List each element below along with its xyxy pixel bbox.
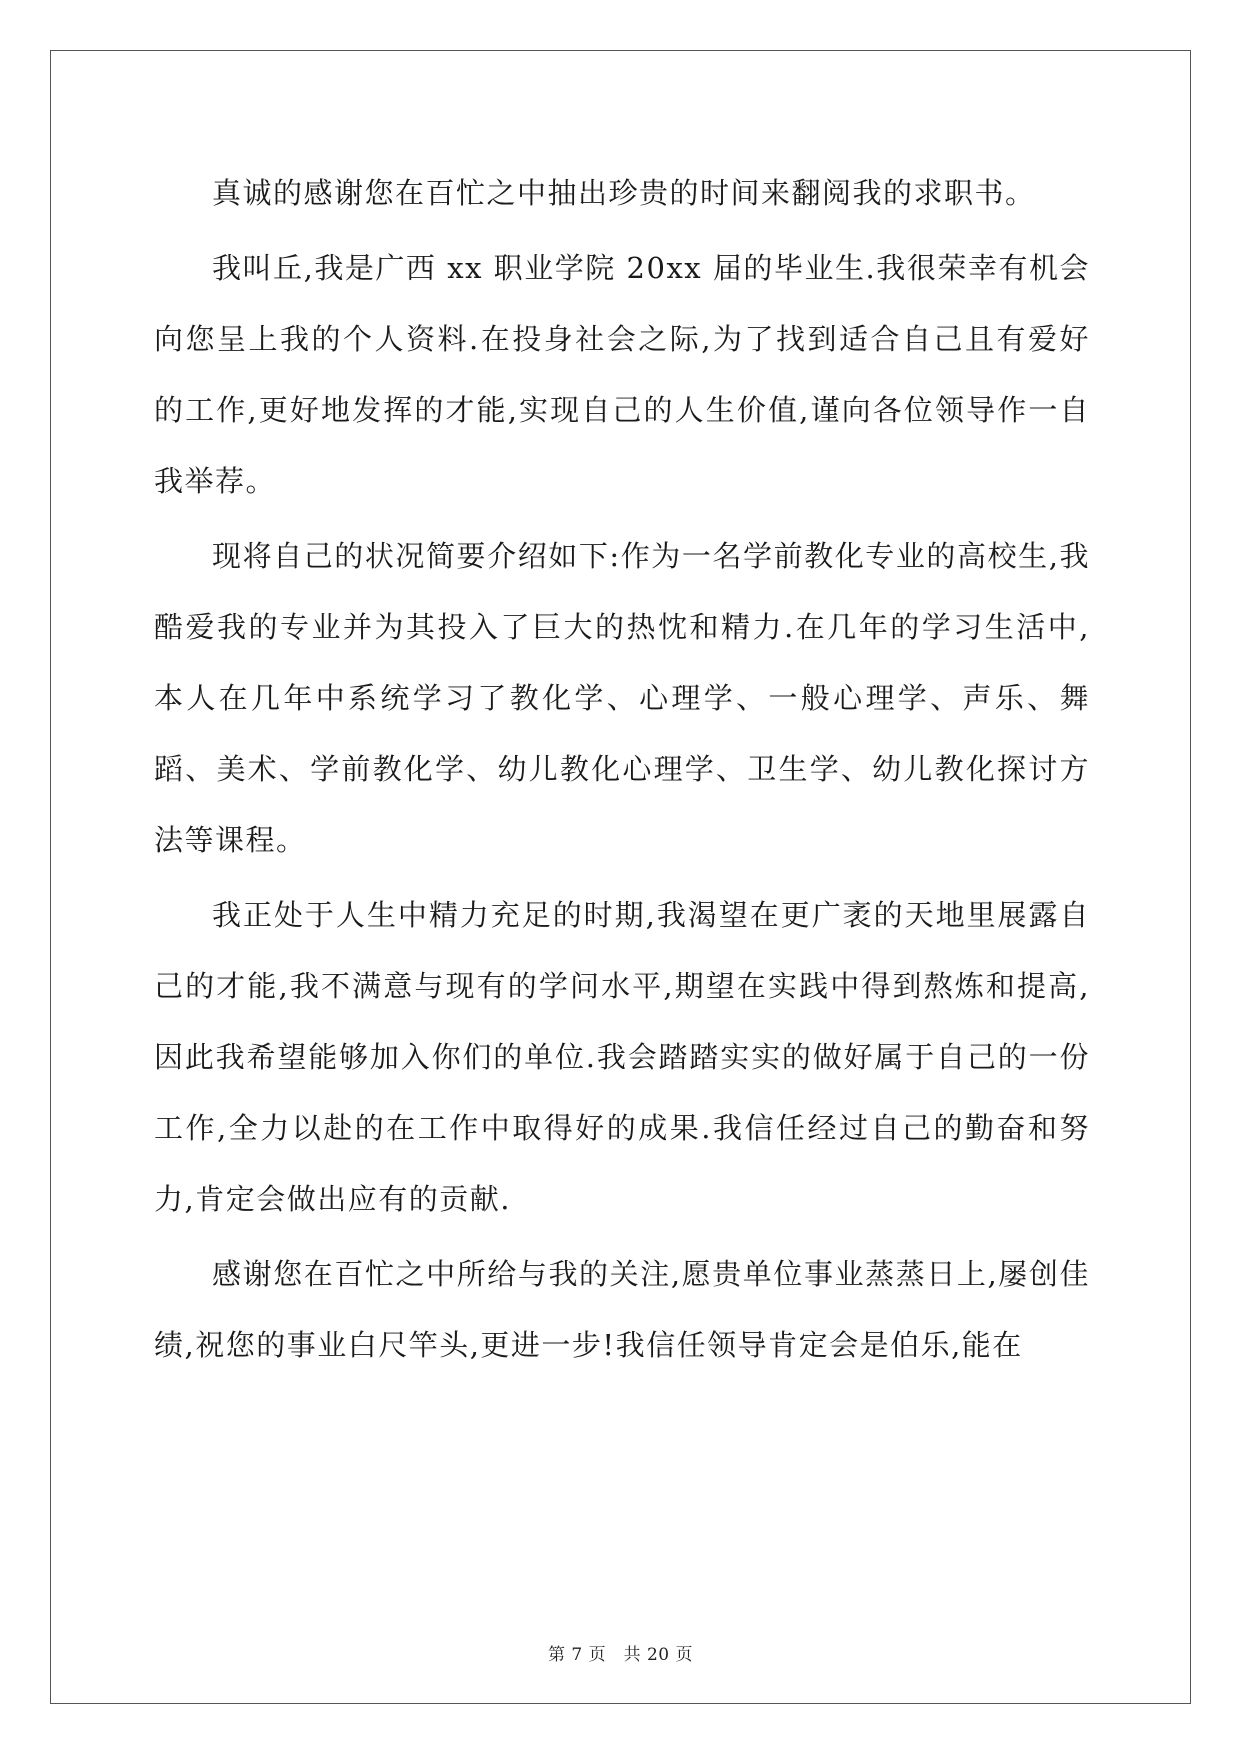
paragraph-aspiration: 我正处于人生中精力充足的时期,我渴望在更广袤的天地里展露自己的才能,我不满意与现有的学问水平,期望在实践中得到熬炼和提高,因此我希望能够加入你们的单位.我会踏踏实实的做好属于自己的一份工作,全力以赴的在工作中取得好的成果.我信任经过自己的勤奋和努力,肯定会做出应有的贡献. [154,898,1090,1216]
page-number-footer: 第 7 页 共 20 页 [547,1645,694,1665]
document-body [154,158,1090,1385]
paragraph-introduction: 我叫丘,我是广西 xx 职业学院 20xx 届的毕业生.我很荣幸有机会向您呈上我的个人资料.在投身社会之际,为了找到适合自己且有爱好的工作,更好地发挥的才能,实现自己的人生价值,谨向各位领导作一自我举荐。 [154,251,1090,498]
paragraph-background: 现将自己的状况简要介绍如下:作为一名学前教化专业的高校生,我酷爱我的专业并为其投入了巨大的热忱和精力.在几年的学习生活中,本人在几年中系统学习了教化学、心理学、一般心理学、声乐、舞蹈、美术、学前教化学、幼儿教化心理学、卫生学、幼儿教化探讨方法等课程。 [154,539,1090,857]
paragraph-closing: 感谢您在百忙之中所给与我的关注,愿贵单位事业蒸蒸日上,屡创佳绩,祝您的事业白尺竿头,更进一步!我信任领导肯定会是伯乐,能在 [154,1257,1090,1362]
paragraph-thanks: 真诚的感谢您在百忙之中抽出珍贵的时间来翻阅我的求职书。 [212,176,1036,210]
